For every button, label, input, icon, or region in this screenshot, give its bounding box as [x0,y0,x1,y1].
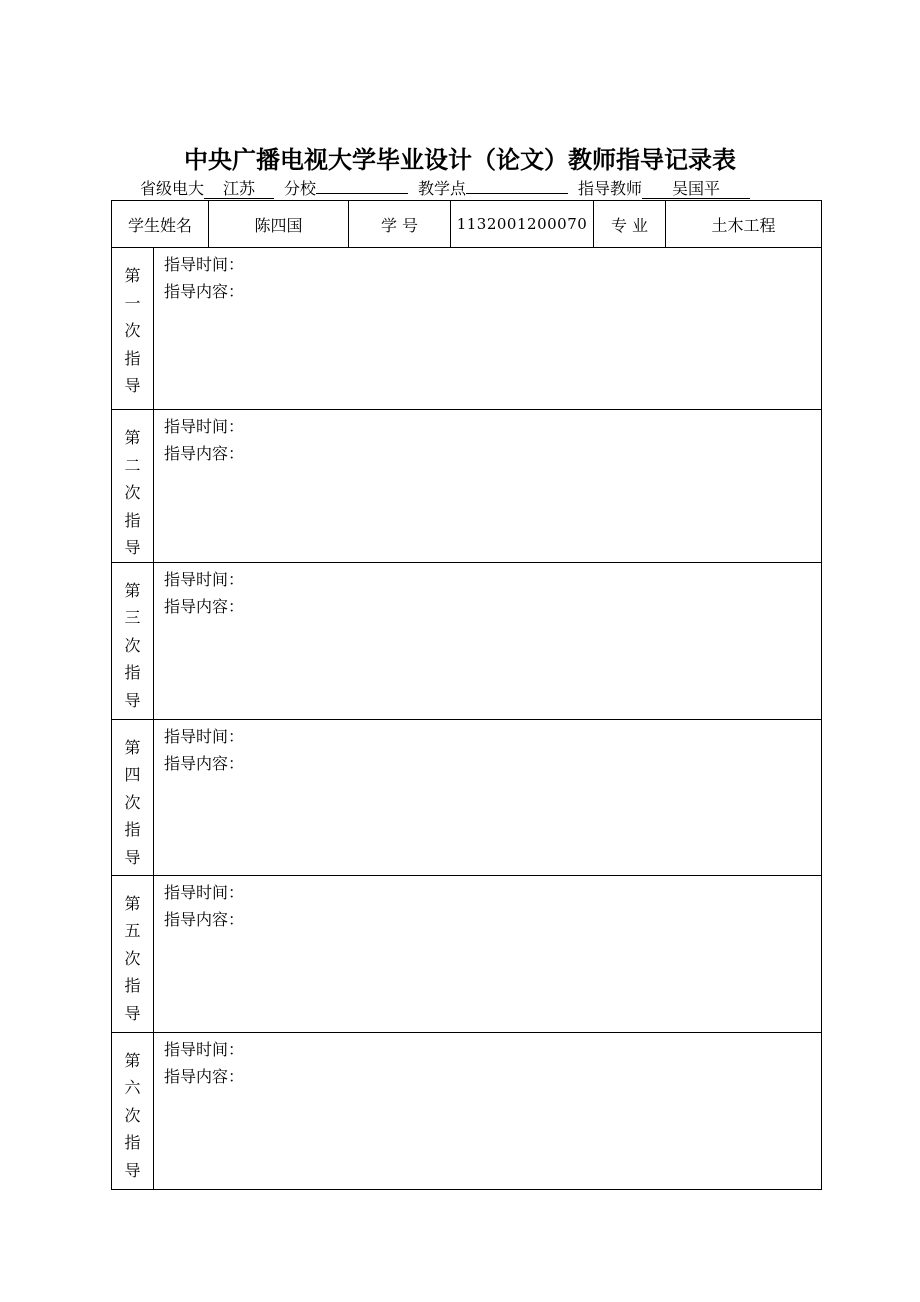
session-label-char: 指 [124,1133,141,1152]
session-content-cell[interactable] [154,1032,822,1189]
advisor-value: 吴国平 [642,180,750,199]
session-label-char: 导 [124,847,141,867]
teaching-point-label: 教学点 [418,179,467,198]
session-label-char: 指 [124,820,141,839]
session-row [112,562,822,719]
session-label-char: 第 [124,580,141,600]
session-label-char: 次 [124,483,141,502]
session-label-char: 指 [124,510,141,530]
student-id-value: 1132001200070 [451,201,594,248]
session-label-char: 第 [124,1050,141,1070]
session-label-char: 导 [124,538,141,557]
student-name-value: 陈四国 [209,201,349,248]
session-label-char: 次 [124,321,141,340]
guidance-time-label: 指导时间： [164,882,245,902]
guidance-content-label: 指导内容： [164,909,245,929]
province-label: 省级电大 [140,179,205,198]
session-content-cell[interactable] [154,410,822,563]
branch-value [316,193,408,194]
session-row [112,248,822,410]
document-title: 中央广播电视大学毕业设计（论文）教师指导记录表 [184,145,736,174]
session-label-char: 导 [124,376,141,395]
session-label-char: 指 [124,976,141,995]
session-row [112,1032,822,1189]
session-label [112,248,154,410]
session-row [112,410,822,563]
session-label-char: 导 [124,690,141,710]
guidance-time-label: 指导时间： [164,255,245,274]
session-label-char: 六 [124,1078,141,1097]
session-label [112,410,154,563]
session-label-char: 导 [124,1160,141,1180]
student-name-label: 学生姓名 [112,201,209,248]
session-label-char: 导 [124,1003,141,1023]
session-content-cell[interactable] [154,875,822,1032]
session-label-char: 四 [124,765,141,784]
session-label [112,875,154,1032]
session-label-char: 二 [124,455,141,475]
session-label-char: 第 [124,428,141,447]
session-rows [112,248,822,1190]
session-label-char: 指 [124,663,141,682]
session-label-char: 指 [124,348,141,368]
guidance-content-label: 指导内容： [164,1066,245,1086]
guidance-time-label: 指导时间： [164,726,245,746]
session-row [112,719,822,875]
session-label-char: 次 [124,792,141,812]
session-label-char: 次 [124,1105,141,1125]
teaching-point-value [466,193,568,194]
session-label-char: 五 [124,921,141,940]
session-label-char: 次 [124,635,141,655]
major-value: 土木工程 [666,201,822,248]
session-label [112,562,154,719]
session-content-cell[interactable] [154,248,822,410]
guidance-content-label: 指导内容： [164,753,245,773]
session-label-char: 次 [124,948,141,968]
session-label-char: 三 [124,608,141,627]
guidance-time-label: 指导时间： [164,569,245,589]
session-content-cell[interactable] [154,719,822,875]
province-value: 江苏 [204,180,274,199]
guidance-content-label: 指导内容： [164,444,245,463]
session-row [112,875,822,1032]
advisor-label: 指导教师 [578,179,643,198]
session-label-char: 第 [124,893,141,913]
guidance-time-label: 指导时间： [164,1039,245,1059]
session-label [112,719,154,875]
student-info-row [112,201,822,248]
session-label-char: 一 [124,293,141,313]
session-content-cell[interactable] [154,562,822,719]
major-label: 专 业 [594,201,666,248]
guidance-content-label: 指导内容： [164,596,245,616]
guidance-time-label: 指导时间： [164,417,245,436]
meta-line [140,176,840,199]
session-label [112,1032,154,1189]
session-label-char: 第 [124,737,141,757]
student-id-label: 学 号 [349,201,451,248]
session-label-char: 第 [124,266,141,285]
guidance-record-table [111,200,822,1190]
guidance-content-label: 指导内容： [164,282,245,301]
branch-label: 分校 [284,179,317,198]
